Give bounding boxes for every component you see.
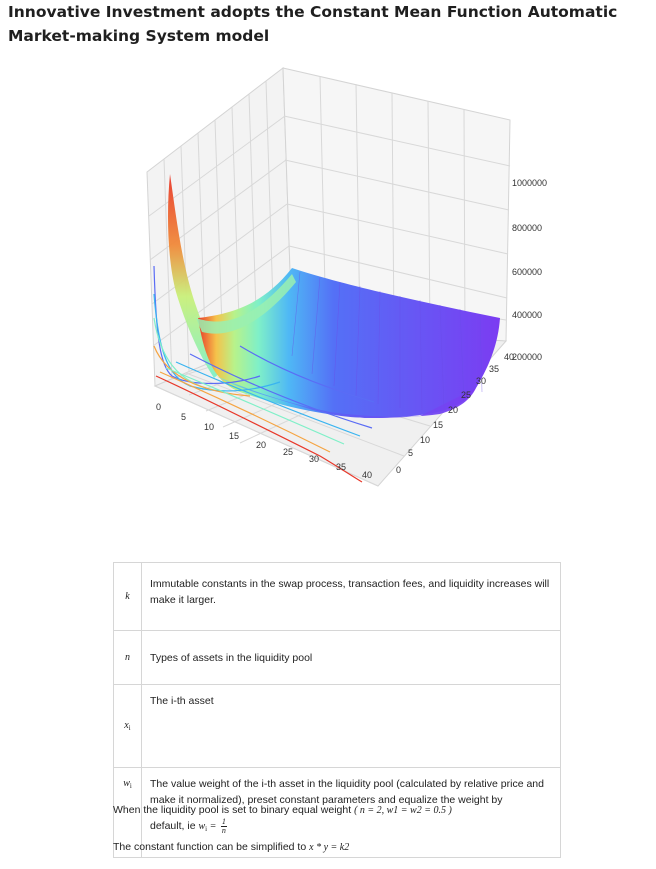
x-tick-label: 35 [336, 462, 347, 472]
z-tick-label: 400000 [512, 310, 543, 320]
z-tick-label: 800000 [512, 223, 543, 233]
x-tick-label: 0 [156, 402, 162, 412]
definition-row-xi [114, 685, 561, 768]
x-tick-label: 20 [256, 440, 267, 450]
default-weight-line [150, 818, 550, 837]
paragraph-formula: x * y = k2 [309, 842, 350, 853]
definition-symbol: n [114, 631, 142, 685]
definition-symbol: k [114, 563, 142, 631]
x-tick-label: 30 [309, 454, 320, 464]
article-title: Innovative Investment adopts the Constant Mean Function Automatic Market-making System model [8, 3, 618, 45]
y-tick-label: 10 [420, 435, 431, 445]
y-tick-label: 0 [396, 465, 402, 475]
pane-group [147, 68, 510, 486]
symbol-subscript: i [128, 724, 131, 732]
symbol-subscript: i [129, 782, 132, 790]
x-tick-label: 10 [204, 422, 215, 432]
symbol-base: x [124, 720, 129, 731]
y-tick-label: 30 [476, 376, 487, 386]
y-tick-label: 20 [448, 405, 459, 415]
y-tick-label: 40 [504, 352, 515, 362]
default-formula: $w_i$ = $\frac{1}{n}$ [198, 817, 226, 836]
surface-plot-figure [0, 56, 656, 496]
paragraph-simplified-function [113, 841, 349, 853]
definition-description: The i-th asset [142, 685, 561, 768]
definition-symbol [114, 685, 142, 768]
paragraph-formula: ( n = 2, w1 = w2 = 0.5 ) [354, 805, 452, 816]
z-tick-label: 200000 [512, 352, 543, 362]
y-tick-label: 25 [461, 390, 472, 400]
definition-row-n [114, 631, 561, 685]
x-tick-label: 40 [362, 470, 373, 480]
fraction: $\frac{1}{n}$ [221, 817, 226, 836]
y-tick-label: 15 [433, 420, 444, 430]
z-axis-ticks [512, 178, 547, 362]
paragraph-text: When the liquidity pool is set to binary equal weight [113, 804, 352, 816]
x-tick-label: 15 [229, 431, 240, 441]
paragraph-text: The constant function can be simplified to [113, 841, 307, 853]
paragraph-binary-weight [113, 804, 452, 816]
definition-description: Immutable constants in the swap process, transaction fees, and liquidity increases will make it larger. [142, 563, 561, 631]
z-tick-label: 600000 [512, 267, 543, 277]
z-tick-label: 1000000 [512, 178, 548, 188]
default-prefix: default, ie [150, 820, 196, 832]
symbol-base: w [123, 778, 130, 789]
y-tick-label: 35 [489, 364, 500, 374]
x-tick-label: 5 [181, 412, 187, 422]
y-tick-label: 5 [408, 448, 414, 458]
x-tick-label: 25 [283, 447, 294, 457]
definition-description-text: The value weight of the i-th asset in the liquidity pool (calculated by relative price and make it normalized), preset constant parameters and equalize the weight by [150, 778, 544, 806]
definition-row-k [114, 563, 561, 631]
surface-plot-svg [0, 56, 656, 496]
definition-description: Types of assets in the liquidity pool [142, 631, 561, 685]
